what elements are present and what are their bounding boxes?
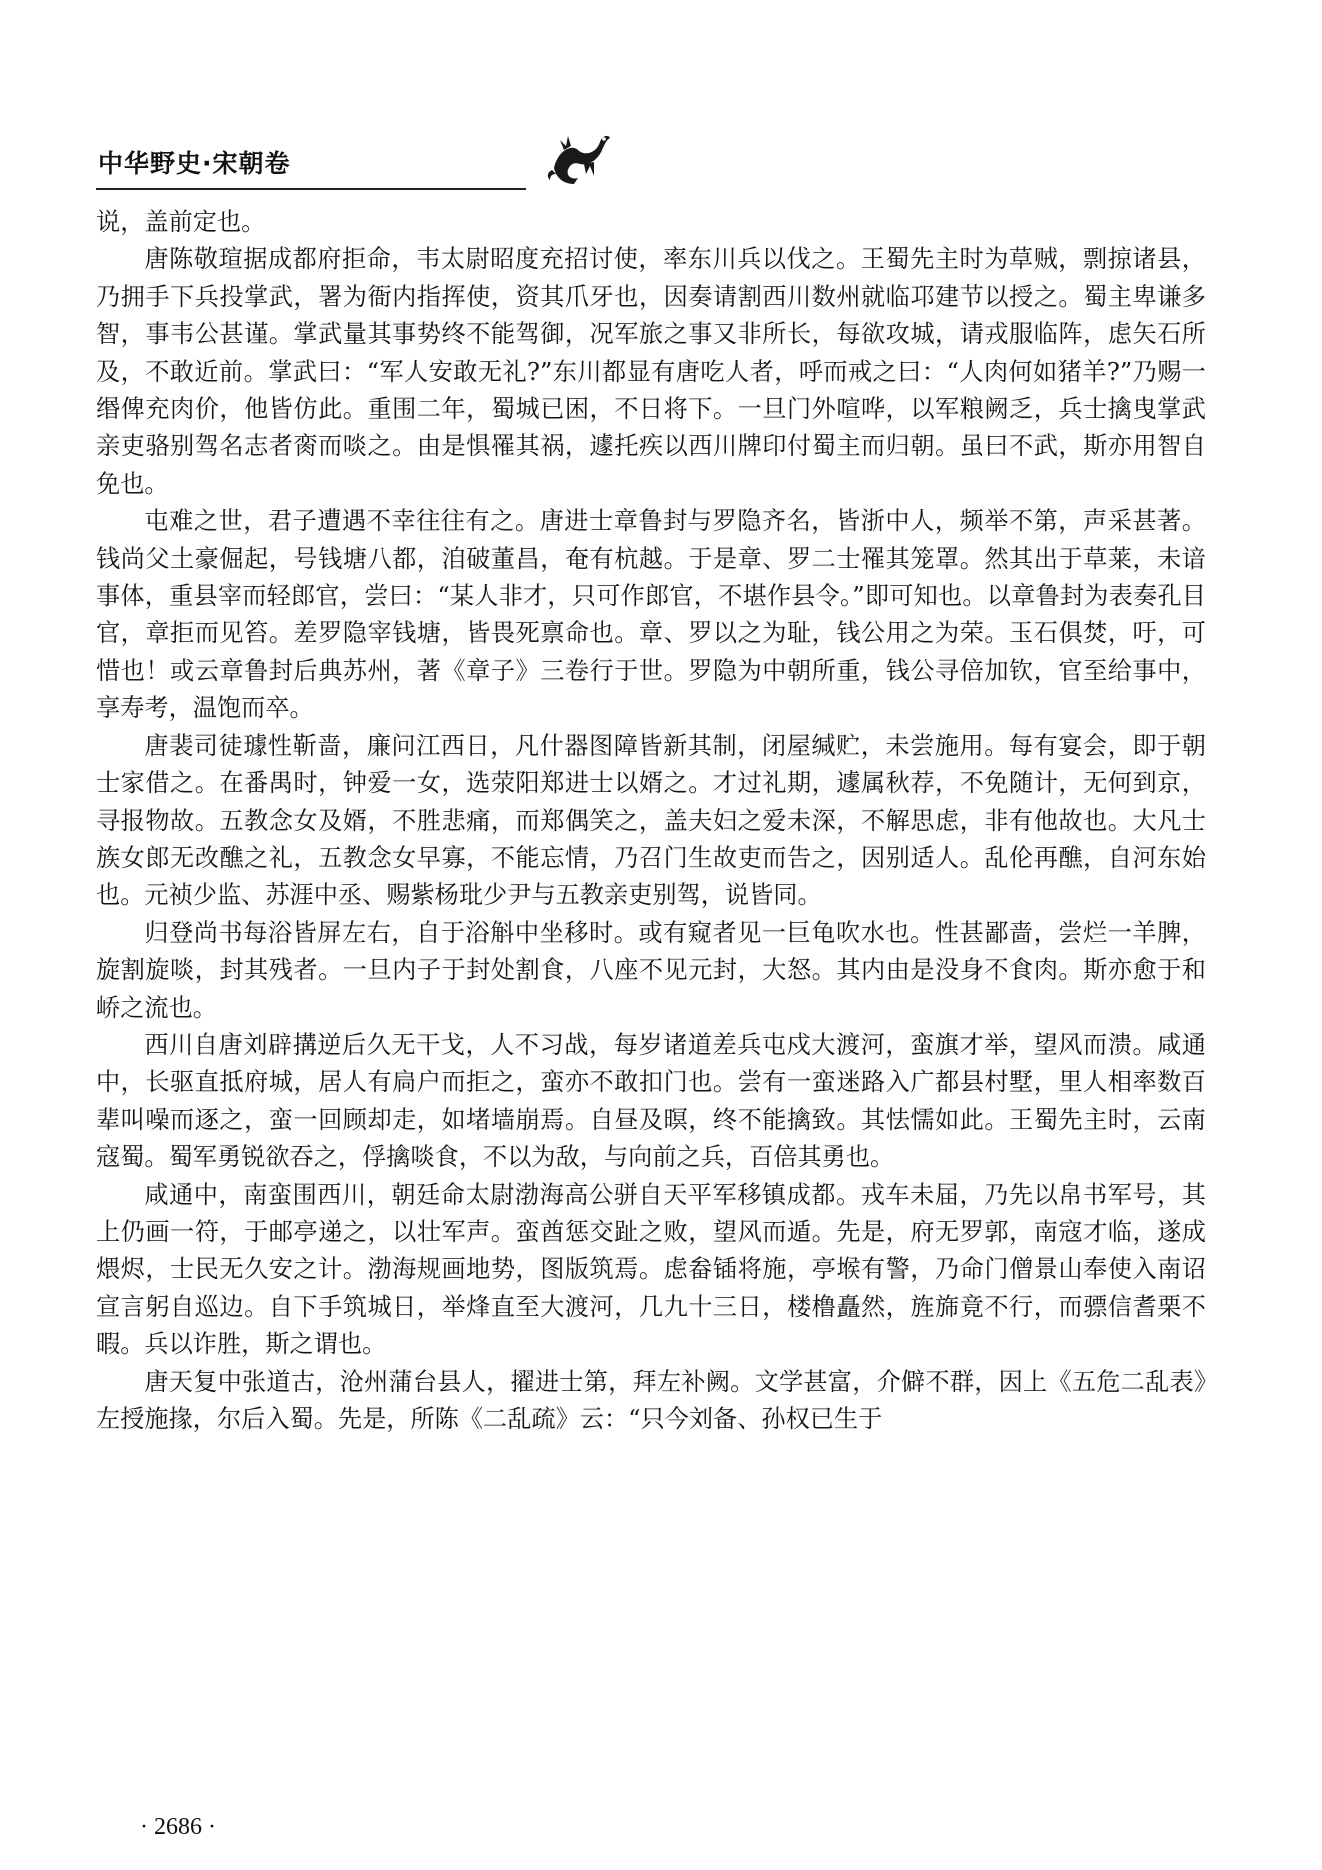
paragraph: 归登尚书每浴皆屏左右，自于浴斛中坐移时。或有窥者见一巨龟吹水也。性甚鄙啬，尝烂一羊脾，旋割旋啖，封其残者。一旦内子于封处割食，八座不见元封，大怒。其内由是没身不食肉。斯亦愈于和峤之流也。 — [96, 918, 1206, 1022]
paragraph: 唐陈敬瑄据成都府拒命，韦太尉昭度充招讨使，率东川兵以伐之。王蜀先主时为草贼，剽掠诸县，乃拥手下兵投掌武，署为衙内指挥使，资其爪牙也，因奏请割西川数州就临邛建节以授之。蜀主卑谦多智，事韦公甚谨。掌武量其事势终不能驾御，况军旅之事又非所长，每欲攻城，请戎服临阵，虑矢石所及，不敢近前。掌武曰：“军人安敢无礼?”东川都显有唐吃人者，呼而戒之曰：“人肉何如猪羊?”乃赐一缗俾充肉价，他皆仿此。重围二年，蜀城已困，不日将下。一旦门外喧哗，以军粮阙乏，兵士擒曳掌武亲吏骆别驾名志者脔而啖之。由是惧罹其祸，遽托疾以西川牌印付蜀主而归朝。虽曰不武，斯亦用智自免也。 — [96, 245, 1206, 498]
running-header — [96, 132, 1196, 196]
paragraph: 屯难之世，君子遭遇不幸往往有之。唐进士章鲁封与罗隐齐名，皆浙中人，频举不第，声采甚著。钱尚父土豪倔起，号钱塘八都，洎破董昌，奄有杭越。于是章、罗二士罹其笼罩。然其出于草莱，未谙事体，重县宰而轻郎官，尝曰：“某人非才，只可作郎官，不堪作县令。”即可知也。以章鲁封为表奏孔目官，章拒而见笞。差罗隐宰钱塘，皆畏死禀命也。章、罗以之为耻，钱公用之为荣。玉石俱焚，吁，可惜也！或云章鲁封后典苏州，著《章子》三卷行于世。罗隐为中朝所重，钱公寻倍加钦，官至给事中，享寿考，温饱而卒。 — [96, 507, 1206, 723]
header-rule — [96, 188, 526, 190]
page-body — [96, 204, 1206, 1438]
paragraph: 西川自唐刘辟搆逆后久无干戈，人不习战，每岁诸道差兵屯戍大渡河，蛮旗才举，望风而溃。咸通中，长驱直抵府城，居人有扃户而拒之，蛮亦不敢扣门也。尝有一蛮迷路入广都县村墅，里人相率数百辈叫噪而逐之，蛮一回顾却走，如堵墙崩焉。自昼及暝，终不能擒致。其怯懦如此。王蜀先主时，云南寇蜀。蜀军勇锐欲吞之，俘擒啖食，不以为敌，与向前之兵，百倍其勇也。 — [96, 1030, 1206, 1172]
paragraph-continued: 说，盖前定也。 — [96, 208, 266, 236]
book-title: 中华野史·宋朝卷 — [98, 149, 291, 178]
dragon-emblem-icon — [544, 120, 614, 190]
paragraph: 唐裴司徒璩性靳啬，廉问江西日，凡什器图障皆新其制，闭屋缄贮，未尝施用。每有宴会，即于朝士家借之。在番禺时，钟爱一女，选荥阳郑进士以婿之。才过礼期，遽属秋荐，不免随计，无何到京，寻报物故。五教念女及婿，不胜悲痛，而郑偶笑之，盖夫妇之爱未深，不解思虑，非有他故也。大凡士族女郎无改醮之礼，五教念女早寡，不能忘情，乃召门生故吏而告之，因别适人。乱伦再醮，自河东始也。元祯少监、苏涯中丞、赐紫杨玭少尹与五教亲吏别驾，说皆同。 — [96, 731, 1206, 910]
paragraph: 唐天复中张道古，沧州蒲台县人，擢进士第，拜左补阙。文学甚富，介僻不群，因上《五危二乱表》左授施掾，尔后入蜀。先是，所陈《二乱疏》云：“只今刘备、孙权已生于 — [96, 1367, 1206, 1433]
paragraph: 咸通中，南蛮围西川，朝廷命太尉渤海高公骈自天平军移镇成都。戎车未届，乃先以帛书军号，其上仍画一符，于邮亭递之，以壮军声。蛮酋惩交趾之败，望风而遁。先是，府无罗郭，南寇才临，遂成煨烬，士民无久安之计。渤海规画地势，图版筑焉。虑畚锸将施，亭堠有警，乃命门僧景山奉使入南诏宣言躬自巡边。自下手筑城日，举烽直至大渡河，几九十三日，楼橹矗然，旌旆竟不行，而骠信耆栗不暇。兵以诈胜，斯之谓也。 — [96, 1180, 1206, 1359]
page-number: · 2686 · — [140, 1814, 216, 1840]
